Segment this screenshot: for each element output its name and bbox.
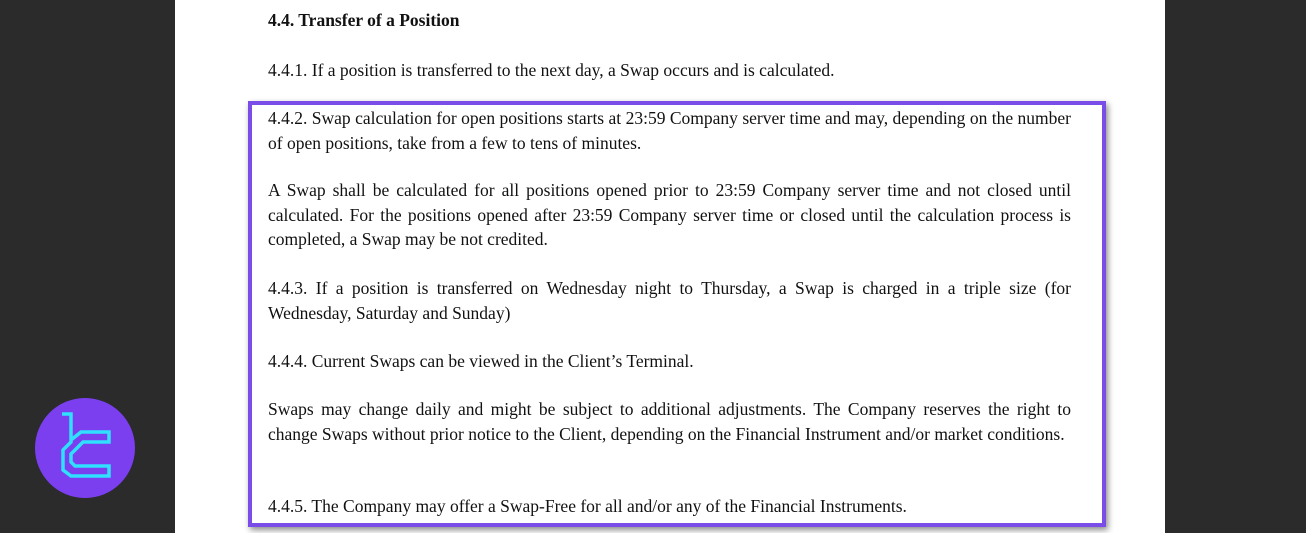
- highlight-box: [248, 101, 1106, 527]
- paragraph-4-4-4: 4.4.4. Current Swaps can be viewed in the Client’s Terminal.: [268, 351, 694, 371]
- section-heading: 4.4. Transfer of a Position: [268, 10, 460, 30]
- paragraph-4-4-2: 4.4.2. Swap calculation for open positions starts at 23:59 Company server time and may, depending on the number of open positions, take from a few to tens of minutes.: [268, 108, 1071, 153]
- paragraph-swap-calculation: A Swap shall be calculated for all positions opened prior to 23:59 Company server time and not closed until calculated. For the positions opened after 23:59 Company server time or closed until the calculation process is completed, a Swap may be not credited.: [268, 180, 1071, 249]
- brand-logo: [35, 398, 135, 498]
- paragraph-swaps-change: Swaps may change daily and might be subject to additional adjustments. The Company reserves the right to change Swaps without prior notice to the Client, depending on the Financial Instrument and/or market conditions.: [268, 399, 1071, 444]
- paragraph-4-4-3: 4.4.3. If a position is transferred on Wednesday night to Thursday, a Swap is charged in a triple size (for Wednesday, Saturday and Sunday): [268, 278, 1071, 323]
- paragraph-4-4-5: 4.4.5. The Company may offer a Swap-Free for all and/or any of the Financial Instruments.: [268, 496, 907, 516]
- paragraph-4-4-1: 4.4.1. If a position is transferred to the next day, a Swap occurs and is calculated.: [268, 60, 835, 80]
- logo-icon: [35, 398, 135, 498]
